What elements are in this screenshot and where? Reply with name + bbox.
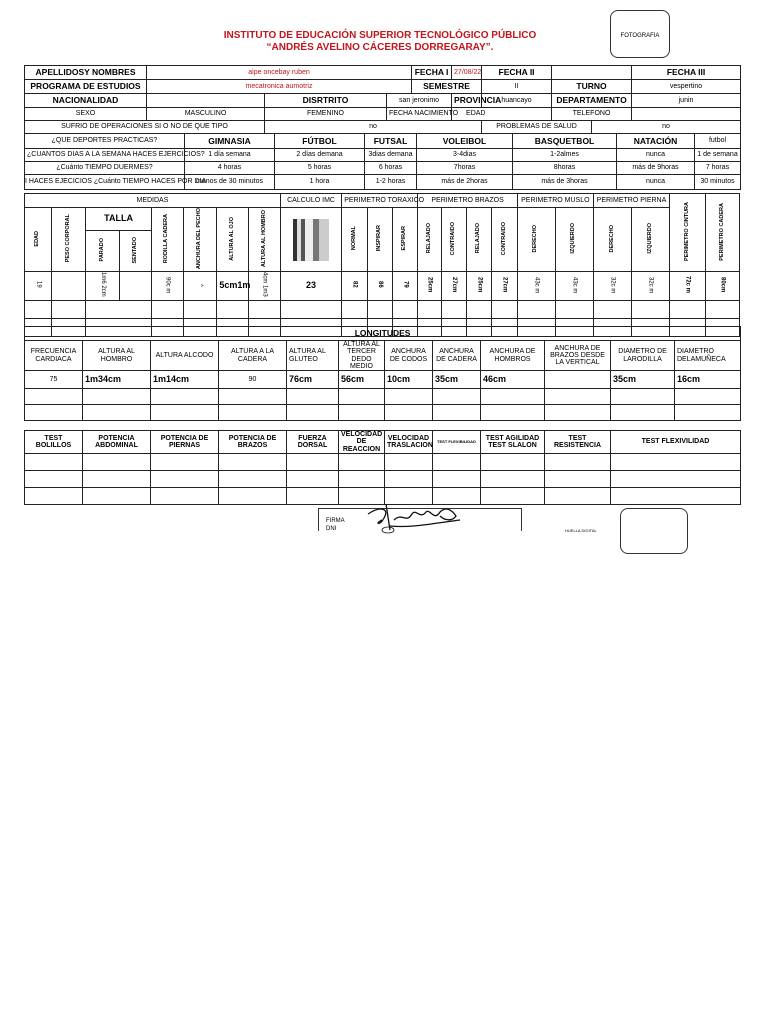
test-bolillos: TEST BOLILLOS (25, 431, 83, 454)
province-value[interactable]: huancayo (482, 94, 552, 108)
sport-natacion[interactable]: NATACIÓN (617, 134, 695, 149)
sleep-opt-6[interactable]: más de 9horas (617, 162, 695, 175)
telefono-value[interactable] (632, 108, 741, 121)
ojo-value[interactable]: 5cm1m (217, 272, 249, 300)
pierna-izquierdo: IZQUIERDO (646, 223, 653, 254)
q-days: ¿CUANTOS DIAS A LA SEMANA HACES EJERCICIOS? (25, 149, 185, 162)
time-opt-3[interactable]: 1-2 horas (365, 175, 417, 190)
nationality-label: NACIONALIDAD (25, 94, 147, 108)
muslo-derecho: DERECHO (532, 224, 539, 253)
program-value[interactable]: mecatronica aumotriz (147, 80, 412, 94)
head-anch-codos: ANCHURA DE CODOS (385, 341, 433, 371)
test-resistencia: TEST RESISTENCIA (545, 431, 611, 454)
q-sleep: ¿Cuánto TIEMPO DUERMES? (25, 162, 185, 175)
test-flexibilidad: TEST FLEXIBILIDAD (433, 431, 481, 454)
province-label: PROVINCIA (452, 94, 482, 108)
photo-box (610, 10, 670, 58)
operations-value[interactable]: no (265, 121, 482, 134)
birthdate-label: FECHA NACIMIENTO (387, 108, 452, 121)
brazo-rel-value: 25cm (426, 277, 433, 293)
turno-value[interactable]: vespertino (632, 80, 741, 94)
empty-cell[interactable] (25, 488, 83, 505)
sleep-opt-4[interactable]: 7horas (417, 162, 513, 175)
val-alt-cadera[interactable]: 90 (219, 371, 287, 389)
district-label: DISRTRITO (265, 94, 387, 108)
rodilla-value: 90c m (164, 276, 171, 293)
sleep-opt-5[interactable]: 8horas (513, 162, 617, 175)
imc-value[interactable]: 23 (280, 272, 341, 300)
time-opt-4[interactable]: más de 2horas (417, 175, 513, 190)
pierna-label: PERIMETRO PIERNA (593, 194, 669, 208)
days-opt-1[interactable]: 1 día semana (185, 149, 275, 162)
anch-pecho-col-label: ANCHURA DEL PECHO (196, 208, 203, 270)
sex-masculine[interactable]: MASCULINO (147, 108, 265, 121)
department-label: DEPARTAMENTO (552, 94, 632, 108)
test-pot-abdominal: POTENCIA ABDOMINAL (83, 431, 151, 454)
time-opt-5[interactable]: más de 3horas (513, 175, 617, 190)
pecho-value: ^ (197, 284, 204, 288)
days-opt-4[interactable]: 3-4dias (417, 149, 513, 162)
normal-col-label: NORMAL (350, 226, 357, 251)
measures-table (24, 193, 740, 337)
time-answer[interactable]: 30 minutos (695, 175, 741, 190)
longitudes-table (24, 326, 741, 421)
fecha2-label: FECHA II (482, 66, 552, 80)
pierna-izq-value: 32c m (647, 276, 654, 293)
muslo-izq-value: 43c m (571, 276, 578, 293)
muslo-izquierdo: IZQUIERDO (570, 223, 577, 254)
head-alt-gluteo: ALTURA AL GLUTEO (287, 341, 339, 371)
imc-chart-image (293, 219, 329, 261)
brazo-relajado-1: RELAJADO (425, 223, 432, 254)
fecha2-value[interactable] (552, 66, 632, 80)
test-pot-piernas: POTENCIA DE PIERNAS (151, 431, 219, 454)
days-opt-6[interactable]: nunca (617, 149, 695, 162)
peso-value[interactable] (52, 272, 86, 300)
val-anch-brazos[interactable] (545, 371, 611, 389)
head-anch-hombros: ANCHURA DE HOMBROS (481, 341, 545, 371)
head-anch-brazos: ANCHURA DE BRAZOS DESDE LA VERTICAL (545, 341, 611, 371)
cintura-label: PERIMETRO CINTURA (683, 202, 690, 262)
operations-label: SUFRIO DE OPERACIONES SI O NO DE QUE TIPO (25, 121, 265, 134)
department-value[interactable]: junin (632, 94, 741, 108)
semester-label: SEMESTRE (412, 80, 482, 94)
time-opt-2[interactable]: 1 hora (275, 175, 365, 190)
normal-value: 82 (351, 281, 358, 289)
sleep-opt-1[interactable]: 4 horas (185, 162, 275, 175)
muslo-der-value: 43c m (533, 276, 540, 293)
test-pot-brazos: POTENCIA DE BRAZOS (219, 431, 287, 454)
turno-label: TURNO (552, 80, 632, 94)
muslo-label: PERIMETRO MUSLO (517, 194, 593, 208)
brazo-relajado-2: RELAJADO (475, 223, 482, 254)
time-opt-6[interactable]: nunca (617, 175, 695, 190)
name-label: APELLIDOSY NOMBRES (25, 66, 147, 80)
val-anch-hombros[interactable]: 46cm (481, 371, 545, 389)
val-alt-hombro[interactable]: 1m34cm (83, 371, 151, 389)
empty-cell[interactable] (25, 454, 83, 471)
district-value[interactable]: san jeronimo (387, 94, 452, 108)
torax-label: PERIMETRO TORAXICO (342, 194, 418, 208)
sport-basquetbol[interactable]: BASQUETBOL (513, 134, 617, 149)
program-label: PROGRAMA DE ESTUDIOS (25, 80, 147, 94)
days-opt-3[interactable]: 3dias demana (365, 149, 417, 162)
sleep-opt-3[interactable]: 6 horas (365, 162, 417, 175)
empty-cell[interactable] (25, 300, 52, 318)
sports-table (24, 133, 741, 190)
personal-data-table (24, 65, 741, 134)
photo-label: FOTOGRAFIA (620, 33, 660, 39)
alt-ojo-col-label: ALTURA AL OJO (228, 216, 235, 261)
head-diam-muneca: DIAMETRO DELAMUÑECA (675, 341, 741, 371)
days-opt-2[interactable]: 2 días demana (275, 149, 365, 162)
empty-cell[interactable] (25, 405, 83, 421)
nationality-value[interactable] (147, 94, 265, 108)
huella-label: HUELLA DIGITAL (565, 528, 597, 533)
firma-label: FIRMA (326, 518, 345, 524)
signature-icon (360, 500, 470, 536)
sport-voleibol[interactable]: VOLEIBOL (417, 134, 513, 149)
sport-answer[interactable]: futbol (695, 134, 741, 149)
test-flexivilidad: TEST FLEXIVILIDAD (611, 431, 741, 454)
head-alt-tercer-dedo: ALTURA AL TERCER DEDO MEDIO (339, 341, 385, 371)
edad-col-label: EDAD (34, 230, 41, 247)
time-opt-1[interactable]: menos de 30 minutos (185, 175, 275, 190)
sleep-opt-2[interactable]: 5 horas (275, 162, 365, 175)
imc-label: CALCULO IMC (280, 194, 341, 208)
head-alt-codo: ALTURA ALCODO (151, 341, 219, 371)
sport-gimnasia[interactable]: GIMNASIA (185, 134, 275, 149)
health-label: PROBLEMAS DE SALUD (482, 121, 592, 134)
telefono-label: TELEFONO (552, 108, 632, 121)
brazo-con2-value: 27cm (501, 277, 508, 293)
sex-feminine[interactable]: FEMENINO (265, 108, 387, 121)
empty-cell[interactable] (25, 389, 83, 405)
alt-hombro-col-label: ALTURA AL HOMBRO (260, 209, 267, 268)
inspirar-col-label: INSPIRAR (375, 225, 382, 252)
brazos-label: PERIMETRO BRAZOS (418, 194, 517, 208)
head-alt-cadera: ALTURA A LA CADERA (219, 341, 287, 371)
val-diam-muneca[interactable]: 16cm (675, 371, 741, 389)
talla-label: TALLA (86, 208, 152, 231)
health-value[interactable]: no (592, 121, 741, 134)
q-sports: ¿QUE DEPORTES PRACTICAS? (25, 134, 185, 149)
pierna-der-value: 32c m (609, 276, 616, 293)
cadera-label: PERIMETRO CADERA (718, 202, 725, 261)
sleep-answer[interactable]: 7 horas (695, 162, 741, 175)
cintura-value: 72c m (684, 276, 691, 294)
fingerprint-box[interactable] (620, 508, 688, 554)
val-diam-rodilla[interactable]: 35cm (611, 371, 675, 389)
medidas-label: MEDIDAS (25, 194, 281, 208)
cadera-value: 80cm (719, 277, 726, 293)
val-anch-codos[interactable]: 10cm (385, 371, 433, 389)
sport-futsal[interactable]: FUTSAL (365, 134, 417, 149)
days-opt-5[interactable]: 1-2almes (513, 149, 617, 162)
dni-label: DNI (326, 526, 337, 532)
hombro-value: 4cm 1m3 (261, 272, 268, 298)
name-value[interactable]: aipe oncebay ruben (147, 66, 412, 80)
empty-cell[interactable] (25, 471, 83, 488)
sentado-label: SENTADO (131, 236, 138, 264)
longitudes-title: LONGITUDES (25, 327, 741, 341)
val-alt-tercer-dedo[interactable]: 56cm (339, 371, 385, 389)
tests-table (24, 430, 741, 505)
head-alt-hombro: ALTURA AL HOMBRO (83, 341, 151, 371)
val-anch-cadera[interactable]: 35cm (433, 371, 481, 389)
head-diam-rodilla: DIAMETRO DE LARODILLA (611, 341, 675, 371)
head-frec-cardiaca: FRECUENCIA CARDIACA (25, 341, 83, 371)
head-anch-cadera: ANCHURA DE CADERA (433, 341, 481, 371)
edad-label: EDAD (452, 108, 552, 121)
q-exercise-time: I HACES EJECICIOS ¿Cuánto TIEMPO HACES POR DIA (25, 175, 185, 190)
pierna-derecho: DERECHO (608, 224, 615, 253)
espirar-value: 79 (402, 281, 409, 289)
test-agilidad: TEST AGILIDAD TEST SLALON (481, 431, 545, 454)
fecha1-value[interactable]: 27/08/22 (452, 66, 482, 80)
fecha3-label: FECHA III (632, 66, 741, 80)
sentado-value[interactable] (120, 272, 152, 300)
parado-label: PARADO (98, 238, 105, 262)
institute-subtitle: “ANDRÉS AVELINO CÁCERES DORREGARAY”. (266, 42, 494, 53)
brazo-contraido-1: CONTRAIDO (449, 221, 456, 256)
peso-col-label: PESO CORPORAL (65, 214, 72, 263)
fecha1-label: FECHA I (412, 66, 452, 80)
val-alt-gluteo[interactable]: 76cm (287, 371, 339, 389)
val-alt-codo[interactable]: 1m14cm (151, 371, 219, 389)
brazo-rel2-value: 25cm (476, 277, 483, 293)
inspirar-value: 86 (376, 281, 383, 289)
val-frec-cardiaca[interactable]: 75 (25, 371, 83, 389)
test-vel-traslacion: VELOCIDAD TRASLACION (385, 431, 433, 454)
brazo-con-value: 27cm (450, 277, 457, 293)
sport-futbol[interactable]: FÚTBOL (275, 134, 365, 149)
sex-label: SEXO (25, 108, 147, 121)
brazo-contraido-2: CONTRAIDO (500, 221, 507, 256)
edad-value: 19 (35, 281, 42, 289)
espirar-col-label: ESPIRAR (401, 226, 408, 251)
parado-value: 1m6 2cm (99, 272, 106, 298)
test-vel-reaccion: VELOCIDAD DE REACCION (339, 431, 385, 454)
semester-value[interactable]: II (482, 80, 552, 94)
institute-name: INSTITUTO DE EDUCACIÓN SUPERIOR TECNOLÓGICO PÚBLICO (223, 30, 537, 41)
days-answer[interactable]: 1 de semana (695, 149, 741, 162)
rodilla-col-label: RODILLA CADERA (163, 213, 170, 264)
test-fuerza-dorsal: FUERZA DORSAL (287, 431, 339, 454)
